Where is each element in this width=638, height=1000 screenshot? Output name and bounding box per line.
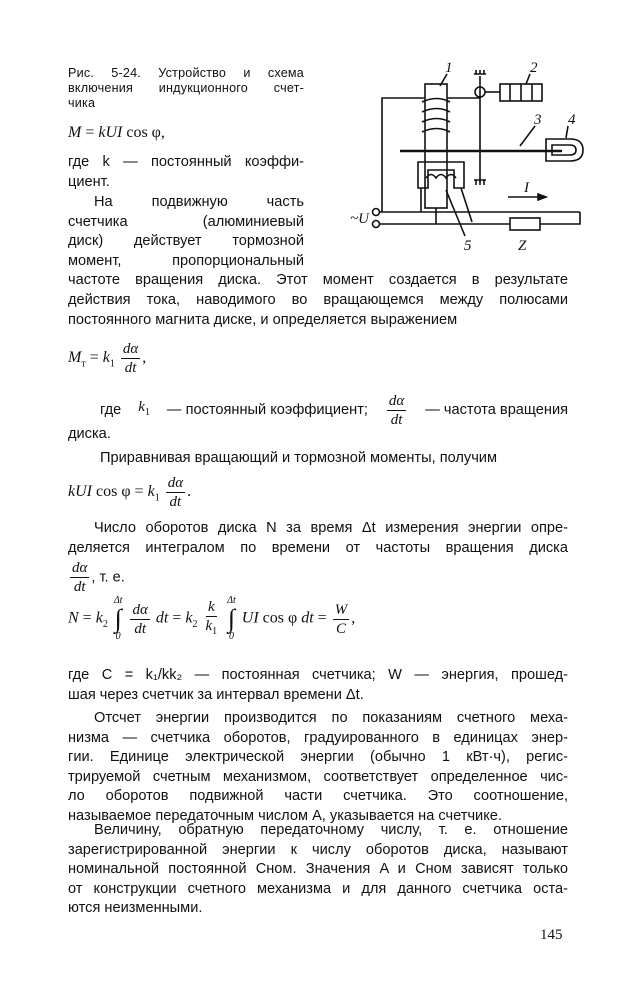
label-5: 5 bbox=[464, 238, 472, 254]
where-k1-text: где $k_1$ — постоянный коэффициент; $\frac{d\alpha}{dt}$ — частота вращения bbox=[100, 393, 568, 428]
label-1: 1 bbox=[445, 60, 453, 76]
label-impedance-Z: Z bbox=[518, 238, 527, 254]
paragraph-equate: Приравнивая вращающий и тормозной моменты, получим bbox=[100, 450, 497, 466]
shaft-bearing-bottom bbox=[474, 180, 486, 185]
paragraph-turns: Число оборотов диска N за время Δt измерения энергии опре- деляется интегралом по времени от частоты вращения диска $\frac{d\alpha}{dt}$ , т. е. bbox=[68, 520, 568, 596]
formula-braking: $M_т = k_1$ $\frac{d\alpha}{dt}$ , bbox=[68, 341, 147, 376]
formula-turns-integral: $N = k_2$ Δt ∫ 0 $\frac{d\alpha}{dt}$ dt = $k_2$ $\frac{k}{k_1}$ Δt ∫ 0 UI cos φ dt = $\frac{W}{C}$ , bbox=[68, 595, 356, 642]
voltage-coil-core bbox=[425, 84, 447, 208]
label-2: 2 bbox=[530, 60, 538, 76]
caption-line: чика bbox=[68, 96, 96, 110]
formula-balance: kUI $\cos \varphi = k_1$ $\frac{d\alpha}{dt}$ . bbox=[68, 475, 192, 510]
permanent-magnet bbox=[546, 139, 583, 161]
where-C-text: где C = k₁/kk₂ — постоянная счетчика; W — энергия, прошед- шая через счетчик за интервал времени Δt. bbox=[68, 667, 568, 703]
figure-caption bbox=[68, 66, 304, 111]
caption-line: Рис. 5-24. Устройство и схема bbox=[68, 66, 304, 80]
shaft-bearing-top bbox=[474, 70, 486, 74]
where-k1-line2: диска. bbox=[68, 426, 111, 442]
paragraph-braking-torque: На подвижную часть счетчика (алюминиевый диск) действует тормозной момент, пропорциональный частоте вращения диска. Этот момент создается в результате действия тока, наводимого во вращающемся между полюсами постоянного магнита диске, и определяется выражением bbox=[68, 194, 568, 328]
label-3: 3 bbox=[534, 112, 542, 128]
caption-line: включения индукционного счет- bbox=[68, 81, 304, 95]
label-current-I: I bbox=[524, 180, 529, 196]
label-4: 4 bbox=[568, 112, 576, 128]
page-number: 145 bbox=[540, 927, 563, 943]
formula-torque: M = kUI cos φ, bbox=[68, 124, 165, 141]
paragraph-reading: Отсчет энергии производится по показаниям счетного меха- низма — счетчика оборотов, градуированного в единицах энер- гии. Единице электрической энергии (обычно 1 кВт·ч), регис- трируемой счетным механизмом, соответствует определенное чис- ло оборотов подвижной части счетчика. Это соотношение, называемое передаточным числом A, указывается на счетчике. bbox=[68, 710, 568, 824]
label-voltage-U: ~U bbox=[350, 211, 369, 227]
paragraph-constant: Величину, обратную передаточному числу, т. е. отношение зарегистрированной энергии к числу оборотов диска, называют номинальной постоянной Cном. Значения A и Cном зависят только от конструкции счетного механизма и для данного счетчика оста- ются неизменными. bbox=[68, 822, 568, 917]
where-k-text: где k — постоянный коэффи- циент. bbox=[68, 154, 304, 190]
